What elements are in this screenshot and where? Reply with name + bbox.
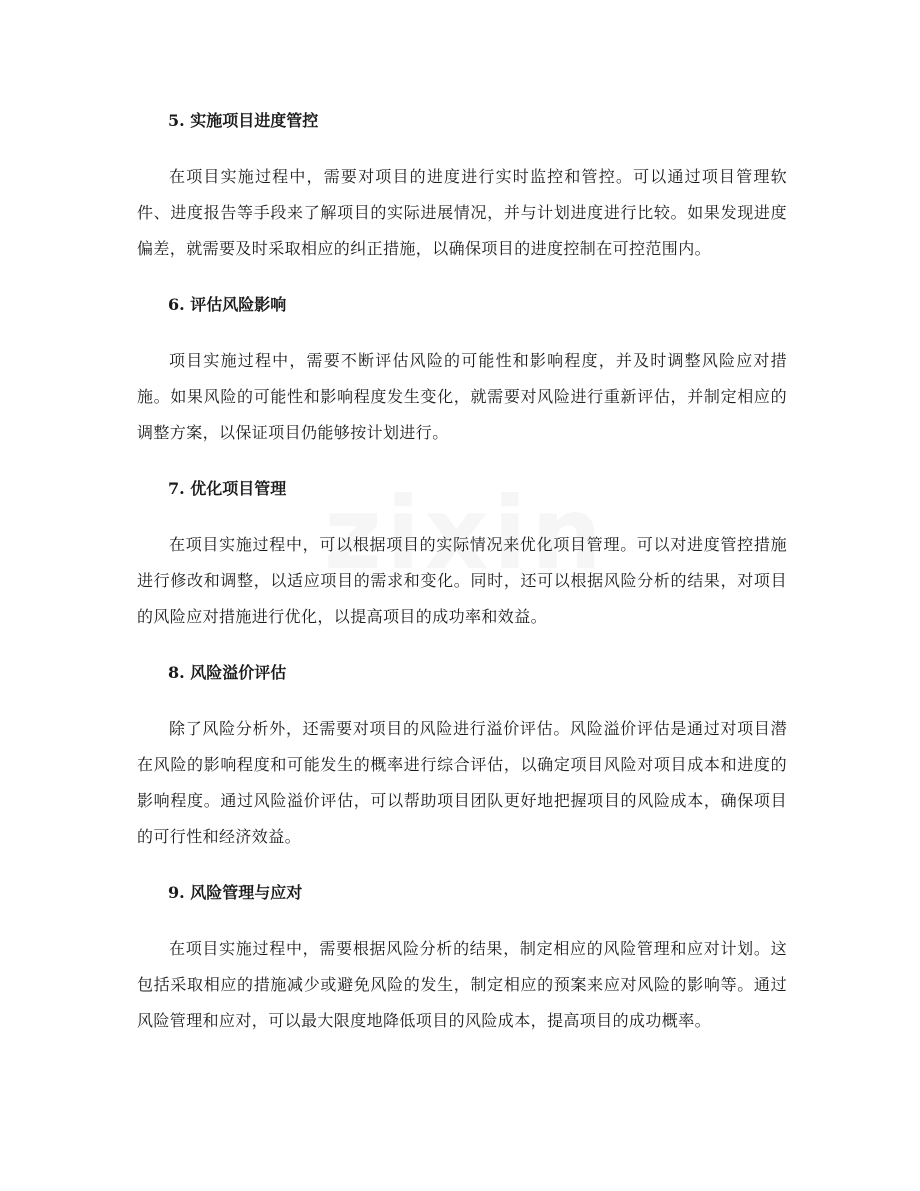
section-paragraph: 在项目实施过程中，可以根据项目的实际情况来优化项目管理。可以对进度管控措施进行修改和调整，以适应项目的需求和变化。同时，还可以根据风险分析的结果，对项目的风险应对措施进行优化，以提高项目的成功率和效益。	[137, 535, 787, 626]
section-heading: 7. 优化项目管理	[168, 479, 287, 498]
section-heading: 8. 风险溢价评估	[168, 663, 287, 682]
section-paragraph: 项目实施过程中，需要不断评估风险的可能性和影响程度，并及时调整风险应对措施。如果风险的可能性和影响程度发生变化，就需要对风险进行重新评估，并制定相应的调整方案，以保证项目仍能够按计划进行。	[137, 351, 787, 442]
section-heading: 5. 实施项目进度管控	[168, 111, 319, 130]
section-heading: 9. 风险管理与应对	[168, 883, 303, 902]
section-8	[137, 655, 787, 855]
document-content	[137, 103, 787, 1059]
section-7	[137, 471, 787, 635]
section-heading: 6. 评估风险影响	[168, 295, 287, 314]
section-paragraph: 除了风险分析外，还需要对项目的风险进行溢价评估。风险溢价评估是通过对项目潜在风险的影响程度和可能发生的概率进行综合评估，以确定项目风险对项目成本和进度的影响程度。通过风险溢价评估，可以帮助项目团队更好地把握项目的风险成本，确保项目的可行性和经济效益。	[137, 719, 787, 846]
section-paragraph: 在项目实施过程中，需要根据风险分析的结果，制定相应的风险管理和应对计划。这包括采取相应的措施减少或避免风险的发生，制定相应的预案来应对风险的影响等。通过风险管理和应对，可以最大限度地降低项目的风险成本，提高项目的成功概率。	[137, 939, 787, 1030]
section-9	[137, 875, 787, 1039]
section-6	[137, 287, 787, 451]
section-paragraph: 在项目实施过程中，需要对项目的进度进行实时监控和管控。可以通过项目管理软件、进度报告等手段来了解项目的实际进展情况，并与计划进度进行比较。如果发现进度偏差，就需要及时采取相应的纠正措施，以确保项目的进度控制在可控范围内。	[137, 167, 787, 258]
section-5	[137, 103, 787, 267]
